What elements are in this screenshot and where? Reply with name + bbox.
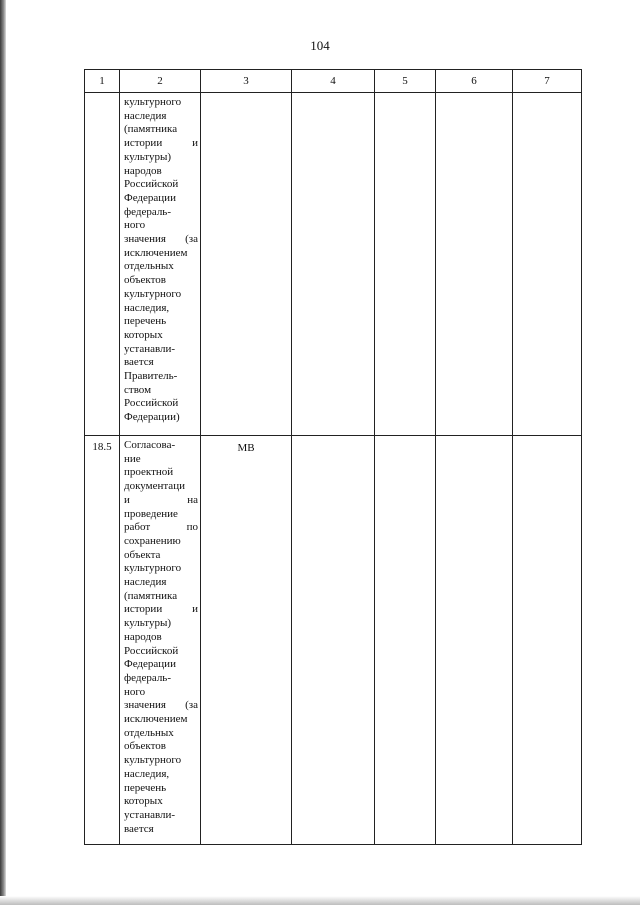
description-word: (за bbox=[185, 699, 198, 712]
header-cell: 6 bbox=[436, 70, 513, 93]
description-word: на bbox=[187, 493, 198, 506]
description-word: работ bbox=[124, 521, 151, 534]
description-line: культуры) bbox=[124, 617, 172, 630]
description-line: устанавли- bbox=[124, 808, 176, 821]
scan-bottom-edge bbox=[0, 896, 640, 905]
description-word: значения bbox=[124, 699, 166, 712]
description-line: объектов bbox=[124, 274, 166, 287]
description-line: Федерации bbox=[124, 191, 176, 204]
description-line: Правитель- bbox=[124, 370, 178, 383]
description-word: и bbox=[124, 493, 130, 506]
description-line bbox=[124, 233, 198, 247]
description-line: культурного bbox=[124, 754, 182, 767]
description-line: народов bbox=[124, 164, 162, 177]
description-line: (памятника bbox=[124, 123, 178, 136]
description-line: наследия bbox=[124, 576, 167, 589]
description-cell bbox=[120, 93, 201, 436]
header-cell: 1 bbox=[85, 70, 120, 93]
table-cell bbox=[513, 436, 582, 845]
description-word: истории bbox=[124, 603, 163, 616]
description-line: проектной bbox=[124, 466, 174, 479]
description-line: (памятника bbox=[124, 589, 178, 602]
table-cell bbox=[292, 436, 375, 845]
table-cell bbox=[436, 93, 513, 436]
description-line: федераль- bbox=[124, 205, 171, 218]
table-cell bbox=[513, 93, 582, 436]
description-line: Российской bbox=[124, 178, 179, 191]
page-number: 104 bbox=[310, 38, 330, 53]
description-line: проведение bbox=[124, 507, 178, 520]
description-line bbox=[124, 494, 198, 508]
description-line: перечень bbox=[124, 315, 167, 328]
description-word: и bbox=[192, 137, 198, 150]
description-line: народов bbox=[124, 630, 162, 643]
description-line: наследия bbox=[124, 109, 167, 122]
description-line: отдельных bbox=[124, 260, 174, 273]
description-line: ного bbox=[124, 685, 146, 698]
description-line: исключением bbox=[124, 246, 188, 259]
description-word: (за bbox=[185, 233, 198, 246]
description-line: Федерации) bbox=[124, 411, 180, 424]
row-number-cell bbox=[85, 93, 120, 436]
description-line: объекта bbox=[124, 548, 161, 561]
description-line: ством bbox=[124, 383, 152, 396]
table-header-row bbox=[85, 70, 582, 93]
table-cell bbox=[375, 436, 436, 845]
header-cell: 7 bbox=[513, 70, 582, 93]
description-word: значения bbox=[124, 233, 166, 246]
description-line: устанавли- bbox=[124, 342, 176, 355]
description-line: Российской bbox=[124, 397, 179, 410]
table-cell bbox=[436, 436, 513, 845]
table-cell bbox=[375, 93, 436, 436]
document-table bbox=[84, 69, 582, 845]
description-line: Федерации bbox=[124, 658, 176, 671]
table-row bbox=[85, 93, 582, 436]
header-cell: 3 bbox=[201, 70, 292, 93]
description-line: которых bbox=[124, 795, 163, 808]
description-line: сохранению bbox=[124, 534, 181, 547]
description-line bbox=[124, 137, 198, 151]
description-word: истории bbox=[124, 137, 163, 150]
description-line bbox=[124, 521, 198, 535]
description-line: культуры) bbox=[124, 150, 172, 163]
table-row bbox=[85, 436, 582, 845]
description-word: по bbox=[186, 521, 198, 534]
description-line: документаци bbox=[124, 480, 185, 493]
description-line: Российской bbox=[124, 644, 179, 657]
description-line: отдельных bbox=[124, 726, 174, 739]
header-cell: 2 bbox=[120, 70, 201, 93]
row-number-cell: 18.5 bbox=[85, 436, 120, 845]
authority-cell bbox=[201, 93, 292, 436]
description-line: вается bbox=[124, 822, 154, 835]
description-line: культурного bbox=[124, 562, 182, 575]
description-line bbox=[124, 603, 198, 617]
description-line: ние bbox=[124, 452, 141, 465]
description-line: ного bbox=[124, 219, 146, 232]
description-line: вается bbox=[124, 356, 154, 369]
description-line: перечень bbox=[124, 781, 167, 794]
description-line: Согласова- bbox=[124, 439, 176, 451]
description-line: которых bbox=[124, 328, 163, 341]
description-line: культурного bbox=[124, 96, 182, 108]
description-line: культурного bbox=[124, 287, 182, 300]
description-cell bbox=[120, 436, 201, 845]
description-line bbox=[124, 699, 198, 713]
header-cell: 4 bbox=[292, 70, 375, 93]
description-line: наследия, bbox=[124, 301, 170, 314]
description-line: объектов bbox=[124, 740, 166, 753]
authority-cell: МВ bbox=[201, 436, 292, 845]
description-line: исключением bbox=[124, 713, 188, 726]
scan-left-edge bbox=[0, 0, 6, 905]
description-line: наследия, bbox=[124, 767, 170, 780]
table-cell bbox=[292, 93, 375, 436]
header-cell: 5 bbox=[375, 70, 436, 93]
description-line: федераль- bbox=[124, 671, 171, 684]
description-word: и bbox=[192, 603, 198, 616]
